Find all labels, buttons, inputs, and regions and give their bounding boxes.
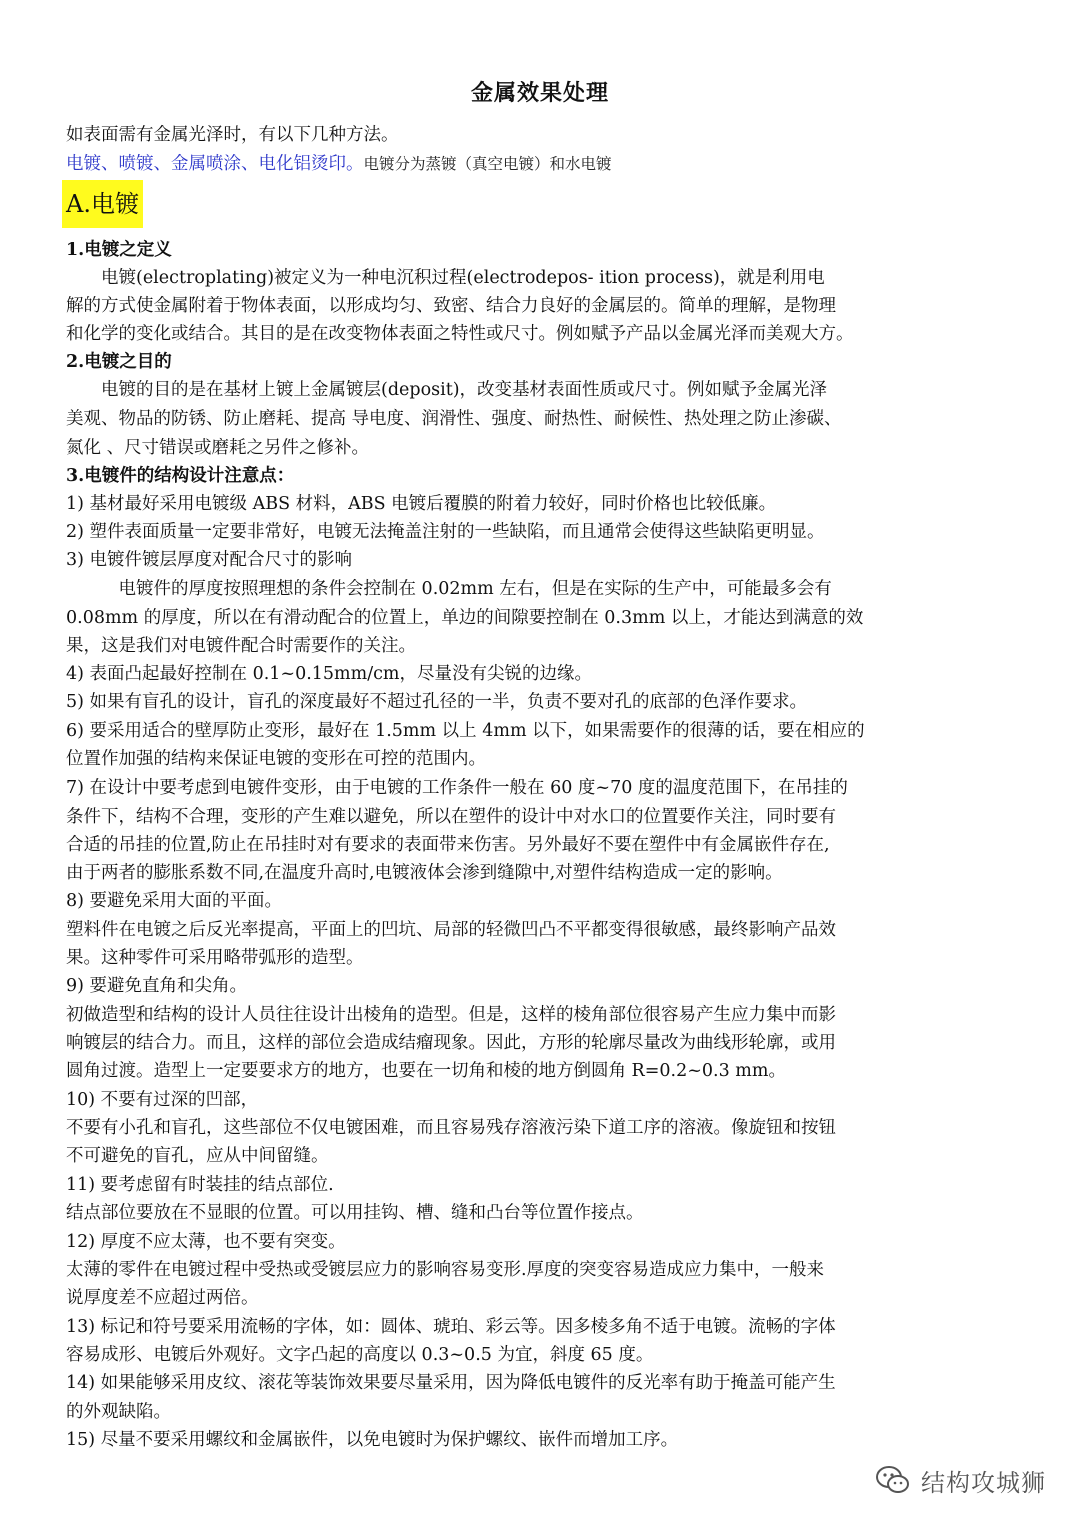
watermark [875, 1460, 1046, 1500]
methods-line [66, 150, 1018, 178]
body-line: 电镀件的厚度按照理想的条件会控制在 0.02mm 左右，但是在实际的生产中，可能最多会有 [118, 579, 832, 599]
body-line: 和化学的变化或结合。其目的是在改变物体表面之特性或尺寸。例如赋予产品以金属光泽而美观大方。 [66, 324, 854, 344]
list-item: 2) 塑件表面质量一定要非常好，电镀无法掩盖注射的一些缺陷，而且通常会使得这些缺陷更明显。 [66, 522, 825, 542]
body-line: 说厚度差不应超过两倍。 [66, 1288, 259, 1308]
heading-definition: 1.电镀之定义 [66, 240, 172, 260]
heading-design-notes: 3.电镀件的结构设计注意点： [66, 466, 295, 486]
heading-purpose: 2.电镀之目的 [66, 352, 172, 372]
list-item: 11) 要考虑留有时装挂的结点部位. [66, 1175, 334, 1195]
list-item: 13) 标记和符号要采用流畅的字体，如：圆体、琥珀、彩云等。因多棱多角不适于电镀。流畅的字体 [66, 1317, 836, 1337]
list-item: 15) 尽量不要采用螺纹和金属嵌件，以免电镀时为保护螺纹、嵌件而增加工序。 [66, 1430, 679, 1450]
body-line: 的外观缺陷。 [66, 1402, 171, 1422]
intro-text: 如表面需有金属光泽时，有以下几种方法。 [66, 125, 399, 145]
watermark-text: 结构攻城狮 [921, 1468, 1046, 1497]
list-item: 3) 电镀件镀层厚度对配合尺寸的影响 [66, 550, 353, 570]
section-heading-a: A.电镀 [62, 180, 143, 228]
body-line: 条件下，结构不合理，变形的产生难以避免，所以在塑件的设计中对水口的位置要作关注，同时要有 [66, 807, 836, 827]
methods-note: 电镀分为蒸镀（真空电镀）和水电镀 [363, 155, 612, 173]
body-line: 不要有小孔和盲孔，这些部位不仅电镀困难，而且容易残存溶液污染下道工序的溶液。像旋钮和按钮 [66, 1118, 836, 1138]
list-item: 7) 在设计中要考虑到电镀件变形，由于电镀的工作条件一般在 60 度~70 度的温度范围下，在吊挂的 [66, 778, 848, 798]
body-line: 圆角过渡。造型上一定要要求方的地方，也要在一切角和棱的地方倒圆角 R=0.2~0.3 mm。 [66, 1061, 786, 1081]
body-line: 太薄的零件在电镀过程中受热或受镀层应力的影响容易变形.厚度的突变容易造成应力集中，一般来 [66, 1260, 825, 1280]
body-line: 由于两者的膨胀系数不同,在温度升高时,电镀液体会渗到缝隙中,对塑件结构造成一定的影响。 [66, 863, 783, 883]
list-item: 6) 要采用适合的壁厚防止变形，最好在 1.5mm 以上 4mm 以下，如果需要作的很薄的话，要在相应的 [66, 721, 865, 741]
list-item: 1) 基材最好采用电镀级 ABS 材料，ABS 电镀后覆膜的附着力较好，同时价格也比较低廉。 [66, 494, 777, 514]
list-item: 9) 要避免直角和尖角。 [66, 976, 248, 996]
body-line: 结点部位要放在不显眼的位置。可以用挂钩、槽、缝和凸台等位置作接点。 [66, 1203, 644, 1223]
body-line: 塑料件在电镀之后反光率提高，平面上的凹坑、局部的轻微凹凸不平都变得很敏感，最终影响产品效 [66, 920, 836, 940]
body-line: 美观、物品的防锈、防止磨耗、提高 导电度、润滑性、强度、耐热性、耐候性、热处理之防止渗碳、 [66, 409, 842, 429]
list-item: 14) 如果能够采用皮纹、滚花等装饰效果要尽量采用，因为降低电镀件的反光率有助于掩盖可能产生 [66, 1373, 836, 1393]
body-line: 位置作加强的结构来保证电镀的变形在可控的范围内。 [66, 749, 486, 769]
body-line: 0.08mm 的厚度，所以在有滑动配合的位置上，单边的间隙要控制在 0.3mm 以上，才能达到满意的效 [66, 608, 864, 628]
body-line: 合适的吊挂的位置,防止在吊挂时对有要求的表面带来伤害。另外最好不要在塑件中有金属嵌件存在, [66, 835, 830, 855]
body-line: 不可避免的盲孔，应从中间留缝。 [66, 1146, 329, 1166]
body-line: 氮化 、尺寸错误或磨耗之另件之修补。 [66, 438, 370, 458]
page-title: 金属效果处理 [470, 80, 609, 106]
list-item: 12) 厚度不应太薄，也不要有突变。 [66, 1232, 346, 1252]
body-line: 响镀层的结合力。而且，这样的部位会造成结瘤现象。因此，方形的轮廓尽量改为曲线形轮廓，或用 [66, 1033, 836, 1053]
body-line: 初做造型和结构的设计人员往往设计出棱角的造型。但是，这样的棱角部位很容易产生应力集中而影 [66, 1005, 836, 1025]
methods-highlight: 电镀、喷镀、金属喷涂、电化铝烫印。 [66, 154, 364, 174]
body-line: 果。这种零件可采用略带弧形的造型。 [66, 948, 364, 968]
body-line: 电镀(electroplating)被定义为一种电沉积过程(electrodepos- ition process)，就是利用电 [101, 268, 825, 288]
body-line: 果，这是我们对电镀件配合时需要作的关注。 [66, 636, 416, 656]
list-item: 8) 要避免采用大面的平面。 [66, 891, 283, 911]
list-item: 10) 不要有过深的凹部， [66, 1090, 259, 1110]
body-line: 容易成形、电镀后外观好。文字凸起的高度以 0.3~0.5 为宜，斜度 65 度。 [66, 1345, 654, 1365]
body-line: 电镀的目的是在基材上镀上金属镀层(deposit)，改变基材表面性质或尺寸。例如赋予金属光泽 [101, 380, 828, 400]
list-item: 4) 表面凸起最好控制在 0.1~0.15mm/cm，尽量没有尖锐的边缘。 [66, 664, 593, 684]
body-line: 解的方式使金属附着于物体表面，以形成均匀、致密、结合力良好的金属层的。简单的理解，是物理 [66, 296, 836, 316]
wechat-icon [875, 1465, 911, 1495]
list-item: 5) 如果有盲孔的设计，盲孔的深度最好不超过孔径的一半，负责不要对孔的底部的色泽作要求。 [66, 692, 808, 712]
